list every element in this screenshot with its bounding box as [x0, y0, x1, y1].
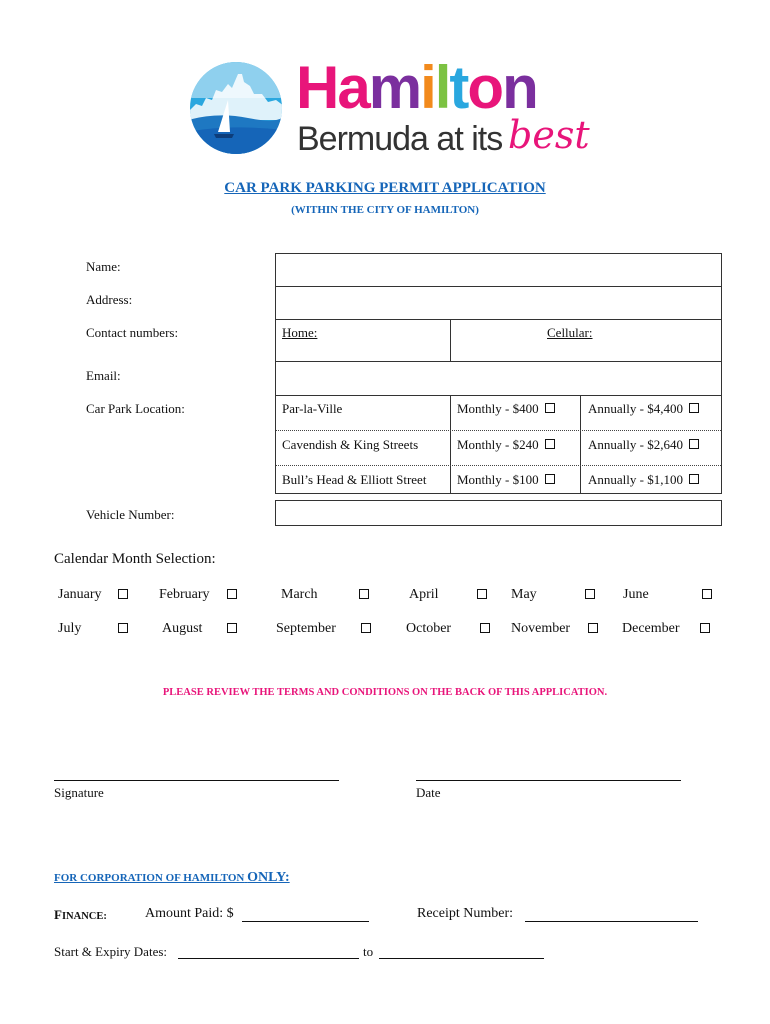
name-field[interactable] [275, 253, 722, 287]
annual-price: Annually - $1,100 [588, 472, 683, 487]
month-september: September [276, 621, 336, 636]
checkbox[interactable] [689, 403, 699, 413]
vehicle-number-label: Vehicle Number: [86, 507, 175, 522]
brand-tagline: Bermuda at its [297, 120, 503, 158]
july-checkbox[interactable] [118, 623, 128, 633]
monthly-price: Monthly - $100 [457, 472, 539, 487]
june-checkbox[interactable] [702, 589, 712, 599]
cellular-label: Cellular: [547, 325, 593, 340]
amount-paid-label: Amount Paid: $ [145, 906, 234, 921]
month-january: January [58, 587, 102, 602]
row-divider [276, 465, 721, 466]
form-subtitle: (WITHIN THE CITY OF HAMILTON) [291, 204, 479, 216]
amount-paid-field[interactable] [242, 921, 369, 922]
car-park-location-label: Car Park Location: [86, 401, 185, 416]
office-use-text: FOR CORPORATION OF HAMILTON [54, 872, 245, 884]
brand-letter: o [467, 54, 503, 121]
date-line[interactable] [416, 780, 681, 781]
brand-letter: t [449, 54, 468, 121]
december-checkbox[interactable] [700, 623, 710, 633]
checkbox[interactable] [545, 403, 555, 413]
april-checkbox[interactable] [477, 589, 487, 599]
home-label: Home: [282, 325, 318, 340]
finance-rest: INANCE: [61, 911, 107, 922]
annual-price: Annually - $2,640 [588, 437, 683, 452]
may-checkbox[interactable] [585, 589, 595, 599]
checkbox[interactable] [545, 474, 555, 484]
brand-letter: a [337, 54, 369, 121]
september-checkbox[interactable] [361, 623, 371, 633]
calendar-title: Calendar Month Selection: [54, 551, 216, 567]
finance-label [54, 907, 107, 923]
row-divider [276, 430, 721, 431]
address-field[interactable] [275, 286, 722, 320]
month-april: April [409, 587, 439, 602]
table-divider [580, 395, 581, 494]
month-may: May [511, 587, 537, 602]
february-checkbox[interactable] [227, 589, 237, 599]
brand-letter: l [434, 54, 450, 121]
email-field[interactable] [275, 361, 722, 396]
receipt-number-field[interactable] [525, 921, 698, 922]
month-december: December [622, 621, 680, 636]
annual-option-cavendish[interactable] [588, 437, 699, 453]
monthly-option-par-la-ville[interactable] [457, 401, 555, 417]
month-february: February [159, 587, 210, 602]
month-july: July [58, 621, 82, 636]
brand-wordmark [296, 54, 537, 121]
month-august: August [162, 621, 203, 636]
checkbox[interactable] [545, 439, 555, 449]
august-checkbox[interactable] [227, 623, 237, 633]
finance-initial: F [54, 907, 62, 922]
monthly-price: Monthly - $400 [457, 401, 539, 416]
brand-letter: m [368, 54, 421, 121]
location-par-la-ville: Par-la-Ville [282, 401, 343, 416]
brand-tagline-accent: best [508, 113, 590, 157]
city-logo-emblem [188, 60, 284, 156]
march-checkbox[interactable] [359, 589, 369, 599]
terms-notice: PLEASE REVIEW THE TERMS AND CONDITIONS ON THE BACK OF THIS APPLICATION. [162, 687, 608, 698]
location-cavendish-king: Cavendish & King Streets [282, 437, 419, 452]
date-label: Date [416, 785, 441, 800]
signature-label: Signature [54, 785, 104, 800]
name-label: Name: [86, 259, 121, 274]
address-label: Address: [86, 292, 133, 307]
expiry-date-field[interactable] [379, 958, 544, 959]
monthly-option-bulls-head[interactable] [457, 472, 555, 488]
brand-letter: i [420, 54, 435, 121]
email-label: Email: [86, 368, 121, 383]
vehicle-number-field[interactable] [275, 500, 722, 526]
office-use-emphasis: ONLY: [247, 870, 290, 885]
to-label: to [363, 944, 374, 959]
start-expiry-dates-label: Start & Expiry Dates: [54, 944, 168, 959]
cellular-phone-field[interactable] [450, 319, 722, 362]
month-march: March [281, 587, 318, 602]
january-checkbox[interactable] [118, 589, 128, 599]
signature-line[interactable] [54, 780, 339, 781]
receipt-number-label: Receipt Number: [417, 906, 514, 921]
home-phone-field[interactable] [275, 319, 451, 362]
office-use-heading [54, 870, 290, 886]
month-october: October [406, 621, 452, 636]
checkbox[interactable] [689, 439, 699, 449]
form-title: CAR PARK PARKING PERMIT APPLICATION [224, 180, 546, 196]
november-checkbox[interactable] [588, 623, 598, 633]
month-june: June [623, 587, 649, 602]
checkbox[interactable] [689, 474, 699, 484]
brand-letter: n [502, 54, 537, 121]
monthly-option-cavendish[interactable] [457, 437, 555, 453]
october-checkbox[interactable] [480, 623, 490, 633]
start-date-field[interactable] [178, 958, 359, 959]
brand-letter: H [296, 54, 338, 121]
location-bulls-head: Bull’s Head & Elliott Street [282, 472, 427, 487]
contact-numbers-label: Contact numbers: [86, 325, 179, 340]
table-divider [450, 395, 451, 494]
annual-price: Annually - $4,400 [588, 401, 683, 416]
annual-option-bulls-head[interactable] [588, 472, 699, 488]
month-november: November [511, 621, 571, 636]
monthly-price: Monthly - $240 [457, 437, 539, 452]
annual-option-par-la-ville[interactable] [588, 401, 699, 417]
